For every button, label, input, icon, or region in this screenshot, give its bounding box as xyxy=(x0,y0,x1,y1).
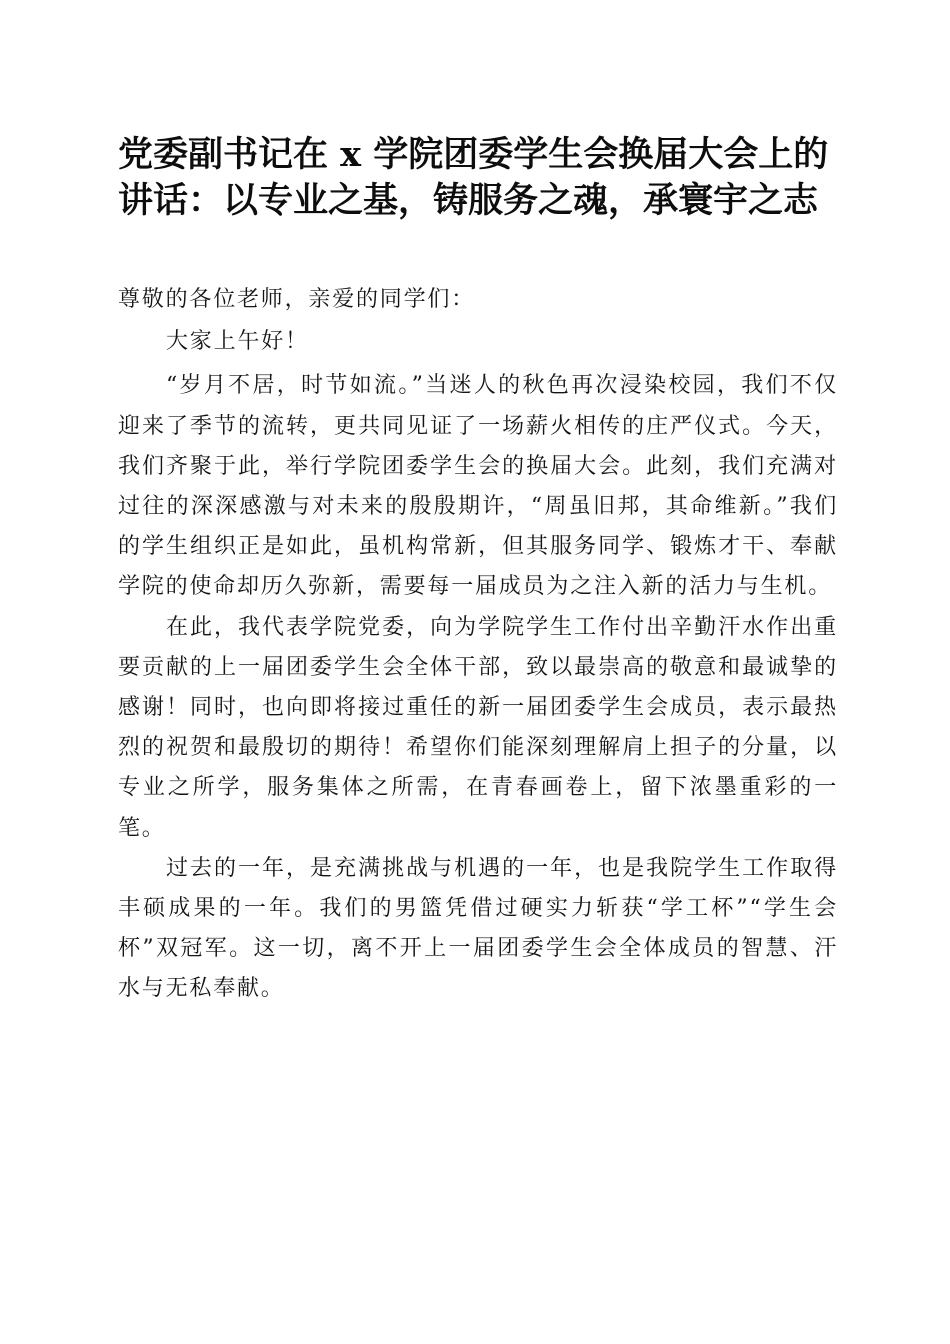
title-line-2: 讲话：以专业之基，铸服务之魂，承寰宇之志 xyxy=(118,180,819,221)
paragraph-3: 过去的一年，是充满挑战与机遇的一年，也是我院学生工作取得丰硕成果的一年。我们的男篮凭借过硬实力斩获“学工杯”“学生会杯”双冠军。这一切，离不开上一届团委学生会全体成员的智慧、汗水与无私奉献。 xyxy=(118,855,838,1002)
title-line-1: 党委副书记在 x 学院团委学生会换届大会上的 xyxy=(118,134,829,175)
document-title xyxy=(118,132,838,224)
document-body xyxy=(118,280,838,1010)
paragraph-2: 在此，我代表学院党委，向为学院学生工作付出辛勤汗水作出重要贡献的上一届团委学生会全体干部，致以最崇高的敬意和最诚挚的感谢！同时，也向即将接过重任的新一届团委学生会成员，表示最热烈的祝贺和最殷切的期待！希望你们能深刻理解肩上担子的分量，以专业之所学，服务集体之所需，在青春画卷上，留下浓墨重彩的一笔。 xyxy=(118,614,838,841)
greeting: 大家上午好！ xyxy=(166,329,309,355)
paragraph-1: “岁月不居，时节如流。”当迷人的秋色再次浸染校园，我们不仅迎来了季节的流转，更共同见证了一场薪火相传的庄严仪式。今天，我们齐聚于此，举行学院团委学生会的换届大会。此刻，我们充满对过往的深深感激与对未来的殷殷期许，“周虽旧邦，其命维新。”我们的学生组织正是如此，虽机构常新，但其服务同学、锻炼才干、奉献学院的使命却历久弥新，需要每一届成员为之注入新的活力与生机。 xyxy=(118,373,838,600)
salutation: 尊敬的各位老师，亲爱的同学们： xyxy=(118,287,476,312)
